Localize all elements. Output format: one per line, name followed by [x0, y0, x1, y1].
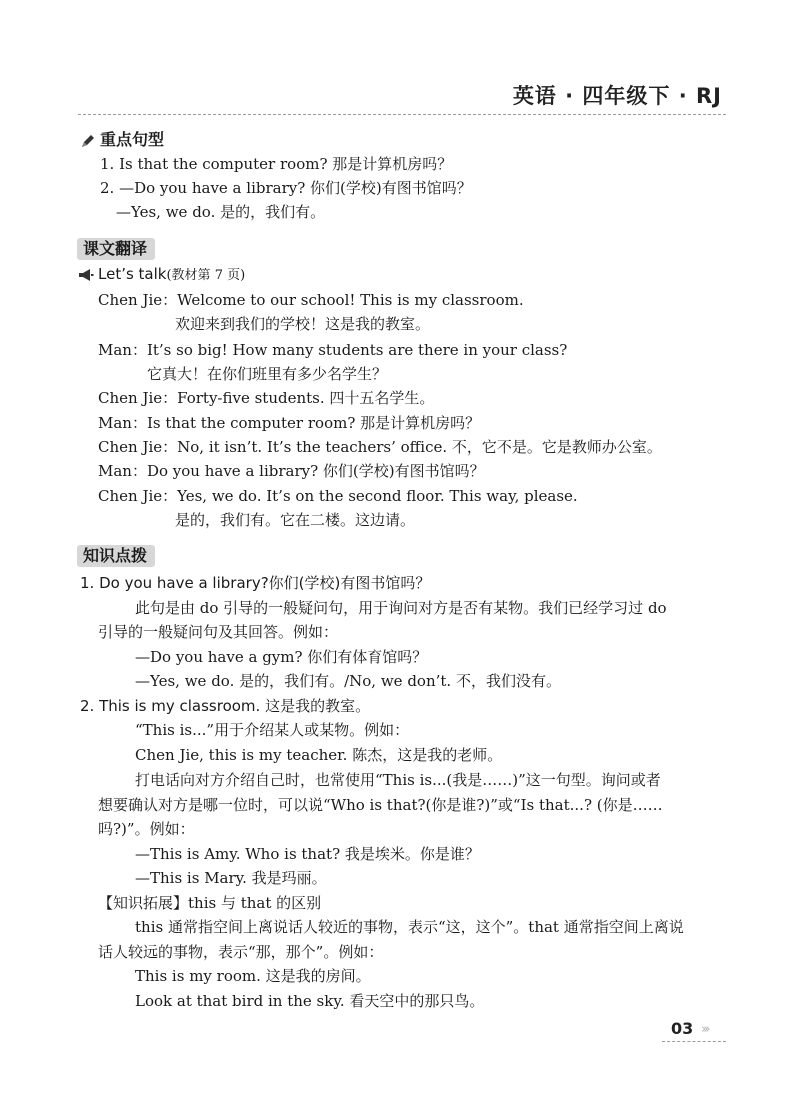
point2-line-6: —This is Amy. Who is that? 我是埃米。你是谁？ [135, 845, 480, 863]
header-title: 英语 · 四年级下 · RJ [512, 84, 722, 108]
dialogue-line-3: Man：It’s so big! How many students are there in your class? [98, 341, 568, 359]
point2-line-1: “This is...”用于介绍某人或某物。例如： [135, 721, 410, 739]
translation-heading: 课文翻译 [77, 238, 155, 260]
point2-line-12: Look at that bird in the sky. 看天空中的那只鸟。 [135, 992, 485, 1010]
point2-line-2: Chen Jie, this is my teacher. 陈杰，这是我的老师。 [135, 746, 503, 764]
point2-line-5: 吗?)”。例如： [98, 820, 195, 838]
dialogue-line-2: 欢迎来到我们的学校！这是我的教室。 [175, 315, 431, 333]
dialogue-line-8: Man：Do you have a library? 你们(学校)有图书馆吗？ [98, 462, 485, 480]
page-number: 03 [671, 1019, 694, 1038]
talk-ref: (教材第 7 页) [166, 268, 246, 283]
talk-title: Let’s talk [98, 265, 167, 283]
point1-line-2: 引导的一般疑问句及其回答。例如： [98, 623, 339, 641]
key-sentences-heading-text: 重点句型 [100, 130, 165, 149]
pencil-icon [80, 133, 96, 149]
dialogue-line-5: Chen Jie：Forty-five students. 四十五名学生。 [98, 389, 435, 407]
dialogue-line-7: Chen Jie：No, it isn’t. It’s the teachers’ office. 不，它不是。它是教师办公室。 [98, 438, 662, 456]
point2-line-9: this 通常指空间上离说话人较近的事物，表示“这，这个”。that 通常指空间上离说 [135, 918, 684, 936]
point1-line-4: —Yes, we do. 是的，我们有。/No, we don’t. 不，我们没有。 [135, 672, 561, 690]
point1-line-3: —Do you have a gym? 你们有体育馆吗？ [135, 648, 428, 666]
dialogue-line-10: 是的，我们有。它在二楼。这边请。 [175, 511, 416, 529]
megaphone-icon [78, 268, 94, 282]
point2-line-4: 想要确认对方是哪一位时，可以说“Who is that?(你是谁?)”或“Is that...? (你是…… [98, 796, 663, 814]
point2-line-7: —This is Mary. 我是玛丽。 [135, 869, 327, 887]
dialogue-line-4: 它真大！在你们班里有多少名学生？ [147, 365, 388, 383]
talk-title-line [78, 264, 245, 286]
key-sentences-heading [80, 130, 164, 150]
header-divider [78, 114, 726, 115]
knowledge-heading: 知识点拨 [77, 545, 155, 567]
key-sentence-3: —Yes, we do. 是的，我们有。 [116, 203, 326, 221]
dialogue-line-1: Chen Jie：Welcome to our school! This is my classroom. [98, 291, 524, 309]
knowledge-extension-title: 【知识拓展】this 与 that 的区别 [98, 894, 322, 912]
point2-line-10: 话人较远的事物，表示“那，那个”。例如： [98, 943, 384, 961]
point1-line-1: 此句是由 do 引导的一般疑问句，用于询问对方是否有某物。我们已经学习过 do [135, 599, 667, 617]
point2-line-11: This is my room. 这是我的房间。 [135, 967, 371, 985]
footer-divider [662, 1041, 726, 1042]
dialogue-line-6: Man：Is that the computer room? 那是计算机房吗？ [98, 414, 481, 432]
dialogue-line-9: Chen Jie：Yes, we do. It’s on the second floor. This way, please. [98, 487, 578, 505]
point2-line-3: 打电话向对方介绍自己时，也常使用“This is...(我是……)”这一句型。询问或者 [135, 771, 661, 789]
point2-title: 2. This is my classroom. 这是我的教室。 [80, 697, 371, 715]
point1-title: 1. Do you have a library?你们(学校)有图书馆吗？ [80, 574, 431, 592]
key-sentence-2: 2. —Do you have a library? 你们(学校)有图书馆吗？ [100, 179, 472, 197]
key-sentence-1: 1. Is that the computer room? 那是计算机房吗？ [100, 155, 453, 173]
chevron-right-icon: ››› [701, 1022, 708, 1037]
